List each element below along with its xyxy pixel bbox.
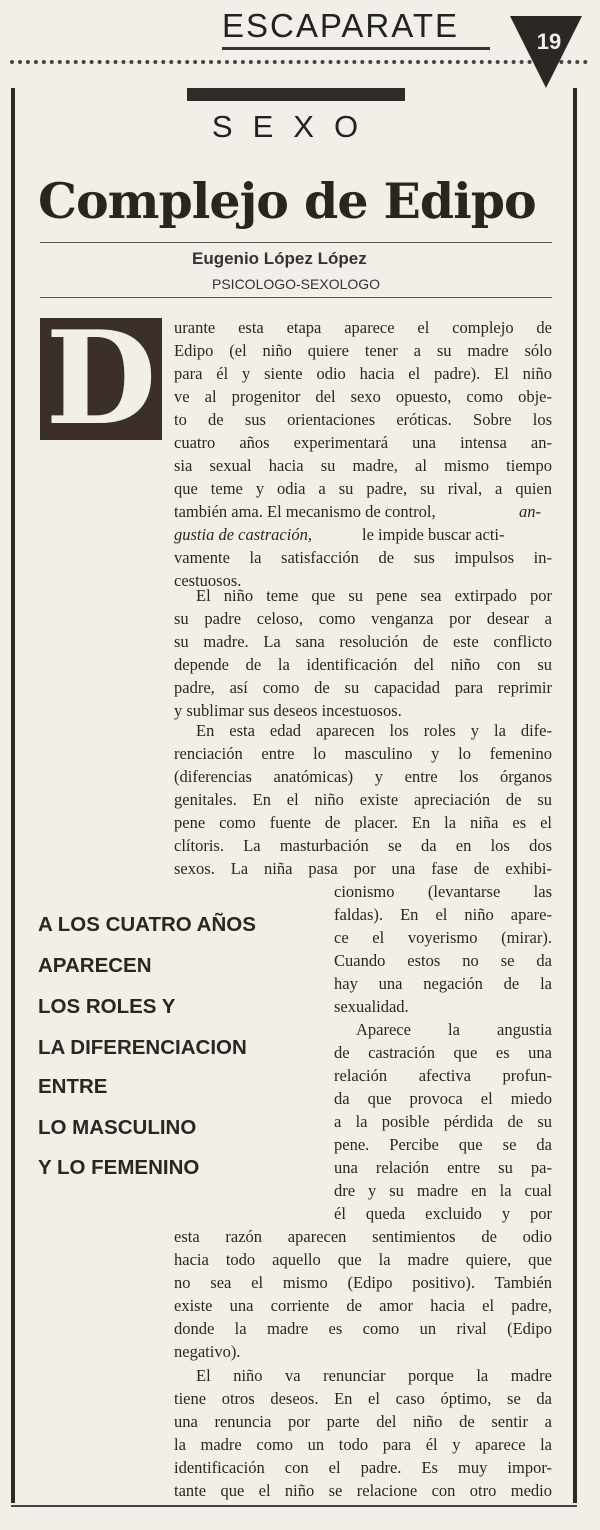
body-line: identificación con el padre. Es muy impor- bbox=[174, 1458, 552, 1477]
body-line: existe una corriente de amor hacia el padre, bbox=[174, 1296, 552, 1315]
byline-rule bbox=[40, 297, 552, 298]
body-line: tante que el niño se relacione con otro medio bbox=[174, 1481, 552, 1500]
body-line: to de sus orientaciones eróticas. Sobre los bbox=[174, 410, 552, 429]
body-line: una renuncia por parte del niño de sentir a bbox=[174, 1412, 552, 1431]
pull-quote-line: APARECEN bbox=[38, 954, 152, 977]
body-line: una relación entre su pa- bbox=[334, 1158, 552, 1177]
body-line: Edipo (el niño quiere tener a su madre sólo bbox=[174, 341, 552, 360]
section-kicker: SEXO bbox=[211, 109, 379, 144]
body-line: Aparece la angustia bbox=[356, 1020, 552, 1039]
body-line: la madre como un todo para él y aparece la bbox=[174, 1435, 552, 1454]
body-line-italic: an- bbox=[519, 502, 541, 521]
bottom-rule bbox=[11, 1505, 577, 1507]
pull-quote-line: Y LO FEMENINO bbox=[38, 1156, 200, 1179]
body-line: cuatro años experimentará una intensa an- bbox=[174, 433, 552, 452]
body-line: urante esta etapa aparece el complejo de bbox=[174, 318, 552, 337]
pull-quote-line: LO MASCULINO bbox=[38, 1116, 197, 1139]
body-line: cionismo (levantarse las bbox=[334, 882, 552, 901]
frame-left-rule bbox=[11, 88, 15, 1503]
body-line: Cuando estos no se da bbox=[334, 951, 552, 970]
pull-quote-line: LOS ROLES Y bbox=[38, 995, 176, 1018]
body-line: no sea el mismo (Edipo positivo). También bbox=[174, 1273, 552, 1292]
author-role: PSICOLOGO-SEXOLOGO bbox=[212, 276, 381, 292]
author-name: Eugenio López López bbox=[192, 249, 367, 268]
body-line: sexos. La niña pasa por una fase de exhibi- bbox=[174, 859, 552, 878]
pull-quote-line: ENTRE bbox=[38, 1075, 108, 1098]
body-line: vamente la satisfacción de sus impulsos in- bbox=[174, 548, 552, 567]
body-line: faldas). En el niño apare- bbox=[334, 905, 552, 924]
body-line: sia sexual hacia su madre, al mismo tiempo bbox=[174, 456, 552, 475]
body-line: su madre. La sana resolución de este conflicto bbox=[174, 632, 552, 651]
body-line: tiene otros deseos. En el caso óptimo, se da bbox=[174, 1389, 552, 1408]
body-line: depende de la identificación del niño con su bbox=[174, 655, 552, 674]
body-line: El niño va renunciar porque la madre bbox=[196, 1366, 552, 1385]
body-line: padre, así como de su capacidad para reprimir bbox=[174, 678, 552, 697]
kicker-bar bbox=[187, 88, 405, 101]
body-line: (diferencias anatómicas) y entre los órganos bbox=[174, 767, 552, 786]
body-line: relación afectiva profun- bbox=[334, 1066, 552, 1085]
body-line: que teme y odia a su padre, su rival, a quien bbox=[174, 479, 552, 498]
body-line: ce el voyerismo (mirar). bbox=[334, 928, 552, 947]
body-line: y sublimar sus deseos incestuosos. bbox=[174, 701, 402, 720]
body-line: de castración que es una bbox=[334, 1043, 552, 1062]
body-line: dre y su madre en la cual bbox=[334, 1181, 552, 1200]
dotted-rule bbox=[10, 60, 588, 64]
body-line: El niño teme que su pene sea extirpado por bbox=[196, 586, 552, 605]
title-rule bbox=[40, 242, 552, 243]
body-line: sexualidad. bbox=[334, 997, 409, 1016]
body-line: genitales. En el niño existe apreciación de su bbox=[174, 790, 552, 809]
body-line: a la posible pérdida de su bbox=[334, 1112, 552, 1131]
body-line: para él y siente odio hacia el padre). El niño bbox=[174, 364, 552, 383]
body-line: En esta edad aparecen los roles y la dife- bbox=[196, 721, 552, 740]
section-name: ESCAPARATE bbox=[222, 7, 459, 44]
body-line: clítoris. La masturbación se da en los dos bbox=[174, 836, 552, 855]
body-line: también ama. El mecanismo de control, bbox=[174, 502, 436, 521]
body-line: da que provoca el miedo bbox=[334, 1089, 552, 1108]
article-title: Complejo de Edipo bbox=[38, 172, 536, 230]
body-line: negativo). bbox=[174, 1342, 241, 1361]
frame-right-rule bbox=[573, 88, 577, 1503]
body-line: ve al progenitor del sexo opuesto, como obje- bbox=[174, 387, 552, 406]
body-line: pene. Percibe que se da bbox=[334, 1135, 552, 1154]
body-line: hacia todo aquello que la madre quiere, que bbox=[174, 1250, 552, 1269]
pull-quote-line: A LOS CUATRO AÑOS bbox=[38, 913, 256, 936]
body-line: renciación entre lo masculino y lo femenino bbox=[174, 744, 552, 763]
body-line: cestuosos. bbox=[174, 571, 242, 590]
header-rule bbox=[222, 47, 490, 50]
body-line: le impide buscar acti- bbox=[362, 525, 505, 544]
drop-cap-letter: D bbox=[45, 304, 157, 454]
page-number: 19 bbox=[536, 29, 562, 54]
body-line: hay una negación de la bbox=[334, 974, 552, 993]
pull-quote-line: LA DIFERENCIACION bbox=[38, 1036, 247, 1059]
body-line-italic: gustia de castración, bbox=[174, 525, 312, 544]
body-line: su padre celoso, como venganza por desear a bbox=[174, 609, 552, 628]
body-line: él queda excluido y por bbox=[334, 1204, 552, 1223]
body-line: pene como fuente de placer. En la niña es el bbox=[174, 813, 552, 832]
body-line: donde la madre es como un rival (Edipo bbox=[174, 1319, 552, 1338]
body-line: esta razón aparecen sentimientos de odio bbox=[174, 1227, 552, 1246]
